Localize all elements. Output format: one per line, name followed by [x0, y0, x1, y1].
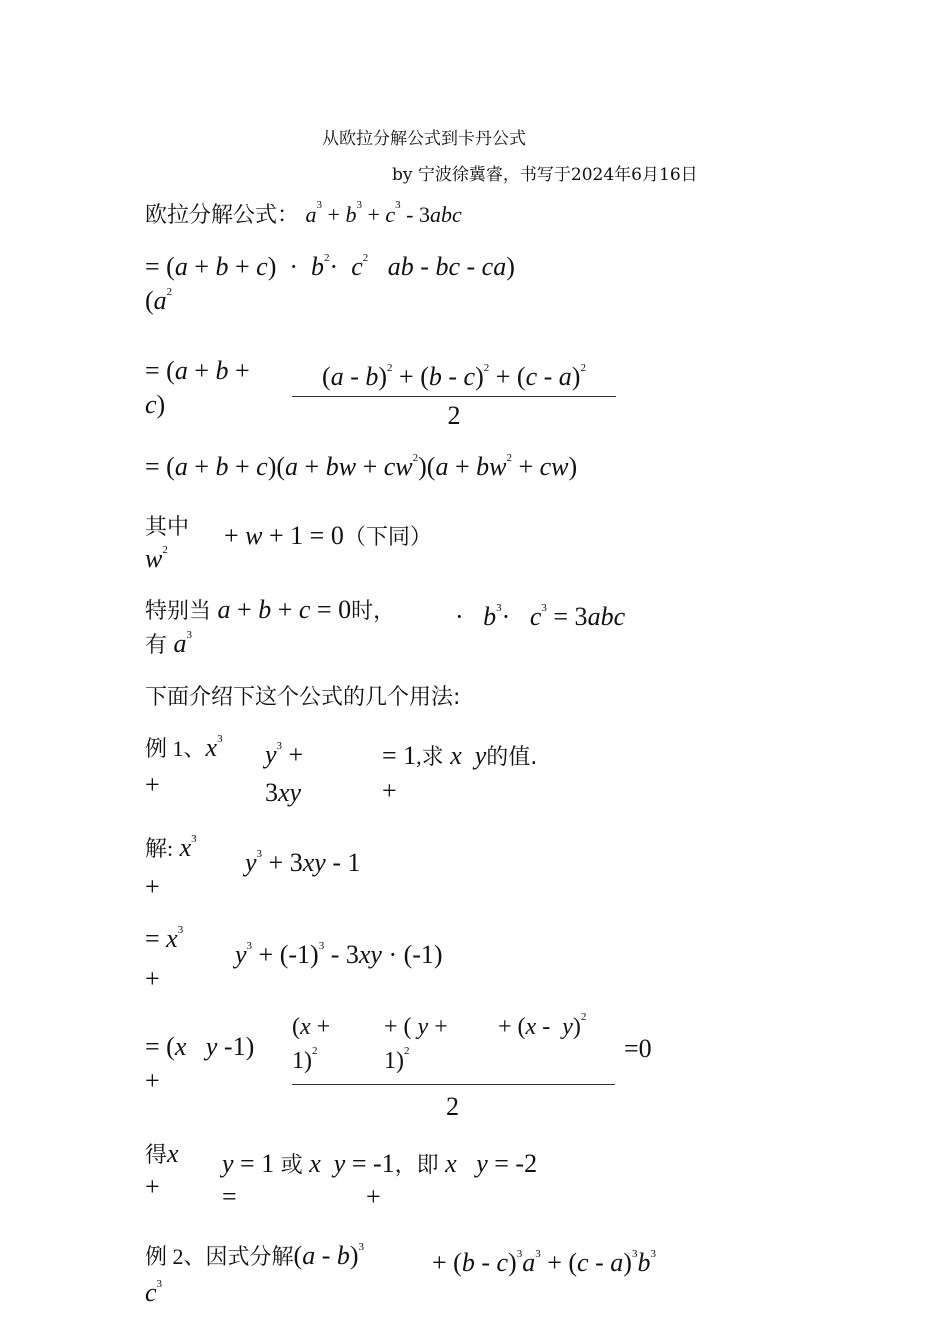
example2-label: 例 2、因式分解 [145, 1244, 294, 1269]
solution-step3-numerator: (x + 1)$^2$ + ( y + 1)$^2$ + (x - y)$^2$ [292, 1014, 615, 1085]
where-w2: $w^2$ [145, 544, 168, 573]
euler-step3: = (a + b + c)(a + bw + $cw^2)(a + bw^2 + cw)$ [145, 452, 578, 481]
solution-step2-plus: + [145, 964, 160, 993]
solution-line: 解: $x^3$ [145, 833, 197, 862]
byline-author: 宁波徐冀睿，书写于 [417, 165, 571, 185]
solution-step3-result: =0 [624, 1034, 652, 1063]
byline-month-suffix: 月 [642, 165, 659, 185]
example1-end: 的值. [486, 745, 538, 770]
special-case-result: · $b^3\cdot c^3 = 3abc$ [455, 602, 626, 631]
byline-year-suffix: 年 [614, 165, 632, 185]
solution-step3-plus: + [145, 1066, 160, 1095]
example2-c3: $c^3$ [145, 1278, 163, 1307]
example1-ask: ,求 [416, 744, 444, 769]
example1-label: 例 1、 [145, 736, 206, 761]
euler-step2-prefix: = (a + b + [145, 356, 250, 385]
fraction-denominator: 2 [447, 401, 461, 430]
solution-expr: $y^3 + 3xy - 1$ [245, 848, 361, 877]
result-zero: 0 [638, 1034, 652, 1063]
solution-step3: = (x y -1) [145, 1032, 255, 1061]
get-label: 得 [145, 1143, 168, 1168]
special-when: 时， [351, 599, 396, 624]
byline-by: by [392, 165, 413, 185]
solution-step2: = $x^3$ [145, 924, 184, 953]
get-eq-sign: = [222, 1182, 237, 1211]
same-below: （下同） [343, 525, 432, 550]
euler-lhs: $a^3 + b^3 + c^3 - 3abc$ [305, 199, 462, 227]
example1-eq: = 1,求 x y的值. [382, 741, 538, 770]
example1-plus: + [145, 770, 160, 799]
or-label: 或 [280, 1153, 303, 1178]
solution-step2-expr: $y^3 + (-1)^3 - 3xy \cdot (-1)$ [235, 940, 443, 969]
special-case-have: 有 $a^3$ [145, 629, 193, 658]
euler-label: 欧拉分解公式： [145, 203, 300, 228]
ie-label: ，即 [394, 1153, 439, 1178]
intro-text: 下面介绍下这个公式的几个用法: [145, 685, 461, 710]
example2-expr: + $(b - c)^3a^3 + (c - a)^3b^3$ [432, 1248, 656, 1277]
euler-step2-fraction [292, 362, 616, 431]
byline [392, 160, 698, 185]
special-have: 有 [145, 633, 168, 658]
byline-day-suffix: 日 [680, 165, 698, 185]
where-equation: + w + 1 = 0（下同） [224, 521, 432, 550]
get-line: 得x [145, 1139, 179, 1168]
euler-step1: = $(a + b + c) \cdot b^2\cdot c^2$ ab - bc - ca) [145, 252, 515, 281]
where-line [145, 510, 189, 541]
get-result: y = 1 或 x y = -1，即 x y = -2 [222, 1149, 538, 1178]
solution-label: 解: [145, 836, 174, 861]
euler-step1-a2: ($a^2$ [145, 286, 173, 315]
example1-3xy: 3xy [265, 778, 302, 807]
get-plus2: + [366, 1182, 381, 1211]
where-label: 其中 [145, 515, 190, 540]
euler-step2-c: c) [145, 390, 166, 419]
document-title: 从欧拉分解公式到卡丹公式 [322, 129, 526, 149]
example2-line: 例 2、因式分解(a - b)$^3$ [145, 1241, 365, 1270]
example1-y3: $y^3$ + [265, 740, 304, 769]
intro-line [145, 680, 460, 711]
solution-step3-denominator: 2 [446, 1092, 459, 1121]
solution-plus: + [145, 872, 160, 901]
example1-plus2: + [382, 776, 397, 805]
special-case-line: 特别当 a + b + c = 0时， [145, 595, 396, 624]
byline-day: 16 [659, 165, 681, 185]
euler-formula-line [145, 198, 462, 229]
get-plus: + [145, 1172, 160, 1201]
special-label: 特别当 [145, 599, 212, 624]
example1-line: 例 1、$x^3$ [145, 733, 223, 762]
byline-month: 6 [631, 165, 642, 185]
byline-year: 2024 [570, 165, 615, 185]
fraction-numerator: (a - b)$^2$ + (b - c)$^2$ + (c - a)$^2$ [292, 362, 616, 397]
